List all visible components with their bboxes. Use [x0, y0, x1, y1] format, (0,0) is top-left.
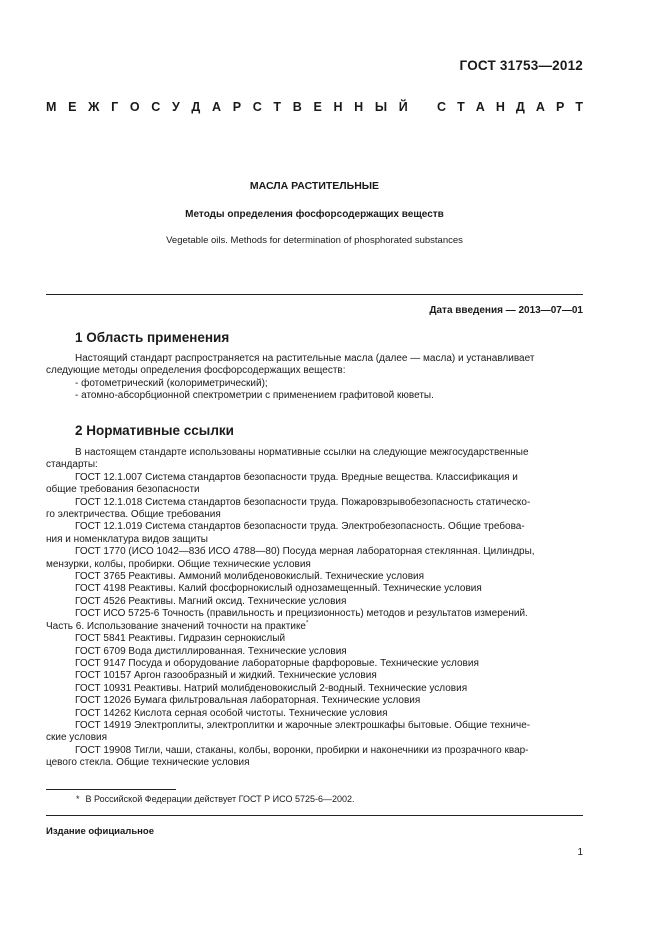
reference-line: ГОСТ 3765 Реактивы. Аммоний молибденовокислый. Технические условия	[75, 571, 425, 583]
banner-letter: У	[171, 100, 180, 114]
section2-heading: 2 Нормативные ссылки	[75, 423, 234, 438]
reference-line: ГОСТ 5841 Реактивы. Гидразин сернокислый	[75, 633, 286, 645]
reference-line: стандарты:	[46, 459, 98, 471]
reference-line: ГОСТ 19908 Тигли, чаши, стаканы, колбы, воронки, пробирки и наконечники из прозрачного квар-	[75, 744, 529, 756]
section2-body	[46, 447, 583, 770]
standard-banner	[46, 98, 583, 116]
banner-letter: Т	[575, 100, 583, 114]
section1-line: Настоящий стандарт распространяется на растительные масла (далее — масла) и устанавливает	[75, 353, 535, 364]
section1-line: следующие методы определения фосфорсодержащих веществ:	[46, 365, 346, 377]
banner-letter: Р	[232, 100, 242, 114]
document-code: ГОСТ 31753—2012	[459, 58, 583, 73]
reference-line: ГОСТ ИСО 5725-6 Точность (правильность и прецизионность) методов и результатов измерений.	[75, 608, 528, 620]
reference-line: ГОСТ 12.1.007 Система стандартов безопасности труда. Вредные вещества. Классификация и	[75, 471, 518, 483]
reference-line: ГОСТ 10157 Аргон газообразный и жидкий. Технические условия	[75, 670, 377, 682]
reference-text: Часть 6. Использование значений точности на практике	[46, 620, 306, 632]
banner-letter: С	[437, 100, 447, 114]
document-subtitle: Методы определения фосфорсодержащих веществ	[185, 209, 444, 220]
reference-line: цевого стекла. Общие технические условия	[46, 757, 250, 769]
section1-line: - атомно-абсорбционной спектрометрии с применением графитовой кюветы.	[75, 390, 434, 402]
footnote	[76, 794, 355, 804]
section1-heading: 1 Область применения	[75, 330, 230, 345]
banner-letter: С	[151, 100, 161, 114]
banner-letter: Д	[191, 100, 201, 114]
footnote-divider	[46, 789, 176, 790]
section1-line: - фотометрический (колориметрический);	[75, 377, 268, 389]
reference-line: ГОСТ 14919 Электроплиты, электроплитки и жарочные электрошкафы бытовые. Общие техниче-	[75, 719, 531, 731]
banner-letter: Н	[354, 100, 364, 114]
footnote-mark: *	[76, 794, 80, 804]
banner-word-standard	[437, 100, 583, 114]
banner-letter: Н	[495, 100, 505, 114]
banner-letter: Н	[333, 100, 343, 114]
reference-line: го электричества. Общие требования	[46, 509, 221, 521]
banner-letter: Г	[111, 100, 119, 114]
reference-line: ГОСТ 6709 Вода дистиллированная. Технические условия	[75, 645, 347, 657]
banner-letter: Д	[515, 100, 525, 114]
banner-word-interstate	[46, 100, 408, 114]
document-title: МАСЛА РАСТИТЕЛЬНЫЕ	[249, 180, 380, 192]
banner-letter: А	[535, 100, 545, 114]
banner-letter: Ы	[374, 100, 388, 114]
reference-line: В настоящем стандарте использованы нормативные ссылки на следующие межгосударственные	[75, 447, 529, 458]
reference-line: ГОСТ 14262 Кислота серная особой чистоты. Технические условия	[75, 707, 388, 719]
banner-letter: С	[252, 100, 262, 114]
reference-line	[46, 621, 583, 633]
banner-letter: Р	[555, 100, 565, 114]
banner-letter: Ж	[88, 100, 100, 114]
reference-line: ГОСТ 12026 Бумага фильтровальная лабораторная. Технические условия	[75, 695, 421, 707]
reference-line: ГОСТ 4198 Реактивы. Калий фосфорнокислый однозамещенный. Технические условия	[75, 583, 482, 595]
banner-letter: М	[46, 100, 57, 114]
footnote-marker: *	[306, 620, 309, 627]
banner-letter: Е	[68, 100, 77, 114]
banner-letter: Т	[457, 100, 465, 114]
reference-line: ГОСТ 9147 Посуда и оборудование лабораторные фарфоровые. Технические условия	[75, 657, 479, 669]
english-title: Vegetable oils. Methods for determination of phosphorated substances	[166, 235, 463, 246]
reference-line: ские условия	[46, 732, 108, 744]
footnote-text: В Российской Федерации действует ГОСТ Р ИСО 5725-6—2002.	[85, 794, 355, 804]
section1-body	[46, 353, 583, 403]
official-edition-label: Издание официальное	[46, 826, 154, 837]
introduction-date: Дата введения — 2013—07—01	[429, 305, 583, 316]
title-divider	[46, 294, 583, 295]
reference-line: ГОСТ 10931 Реактивы. Натрий молибденовокислый 2-водный. Технические условия	[75, 682, 468, 694]
footer-divider	[46, 815, 583, 816]
reference-line: ГОСТ 1770 (ИСО 1042—83б ИСО 4788—80) Посуда мерная лабораторная стеклянная. Цилиндры,	[75, 546, 535, 558]
reference-line: общие требования безопасности	[46, 484, 200, 496]
banner-letter: О	[129, 100, 140, 114]
banner-letter: А	[212, 100, 222, 114]
banner-letter: Е	[313, 100, 322, 114]
reference-line: ГОСТ 12.1.018 Система стандартов безопасности труда. Пожаровзрывобезопасность статическо-	[75, 496, 531, 508]
banner-letter: В	[292, 100, 302, 114]
banner-letter: Т	[273, 100, 282, 114]
reference-line: ГОСТ 4526 Реактивы. Магний оксид. Технические условия	[75, 595, 347, 607]
reference-line: ГОСТ 12.1.019 Система стандартов безопасности труда. Электробезопасность. Общие требова-	[75, 521, 525, 533]
reference-line: ния и номенклатура видов защиты	[46, 533, 208, 545]
reference-line: мензурки, колбы, пробирки. Общие технические условия	[46, 558, 311, 570]
banner-letter: А	[475, 100, 485, 114]
page-number: 1	[577, 847, 583, 858]
banner-letter: Й	[398, 100, 408, 114]
